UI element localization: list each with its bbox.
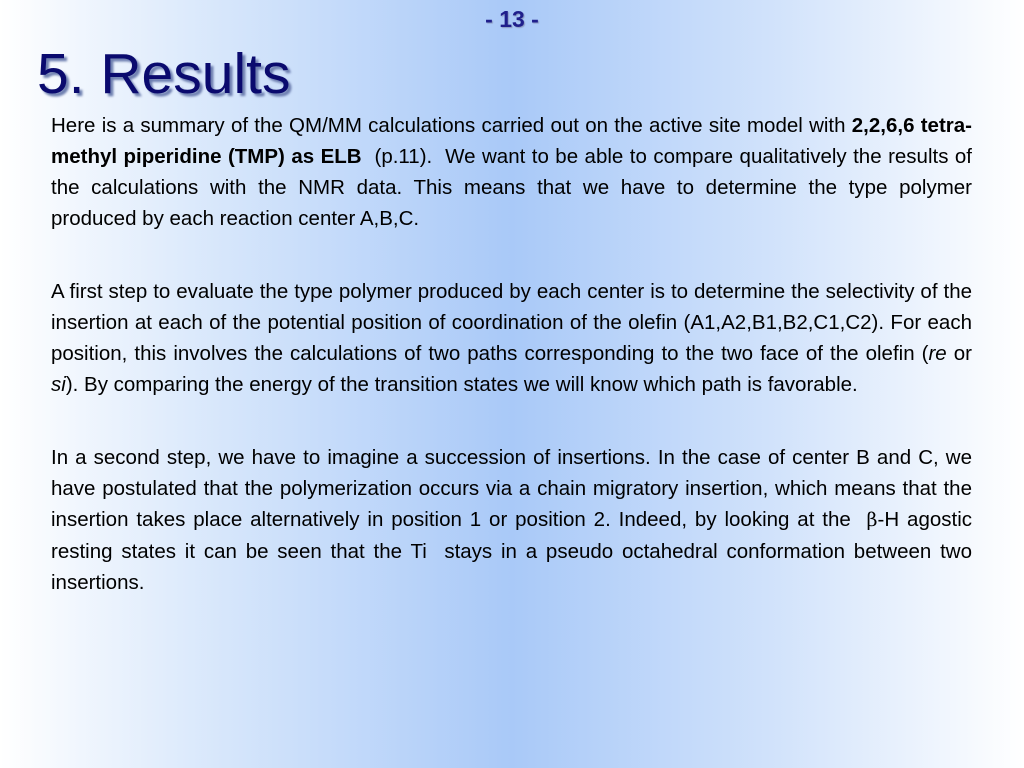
slide-body [51,110,972,640]
paragraph-first-step-text-2: or [946,342,972,365]
paragraph-second-step [51,442,972,598]
paragraph-summary-text-1: Here is a summary of the QM/MM calculations carried out on the active site model with [51,114,852,137]
re-face-italic: re [928,342,947,365]
paragraph-first-step-text-3: ). By comparing the energy of the transition states we will know which path is favorable. [65,373,858,396]
si-face-italic: si [51,373,66,396]
page-number: - 13 - [485,6,539,32]
paragraph-first-step-text-1: A first step to evaluate the type polymer produced by each center is to determine the selectivity of the insertion at each of the potential position of coordination of the olefin (A1,A2,B1,B2,C1,C2). For each position, this involves the calculations of two paths corresponding to the two face of the olefin ( [51,280,972,365]
beta-symbol: β [866,509,878,531]
paragraph-second-step-text-2: -H agostic resting states it can be seen that the Ti stays in a pseudo octahedral conformation between two insertions. [51,508,972,594]
paragraph-second-step-text-1: In a second step, we have to imagine a succession of insertions. In the case of center B and C, we have postulated that the polymerization occurs via a chain migratory insertion, which means that the insertion takes place alternatively in position 1 or position 2. Indeed, by looking at the [51,446,972,531]
slide-title: 5. Results [37,42,291,106]
paragraph-summary-text-2: (p.11). We want to be able to compare qualitatively the results of the calculations with the NMR data. This means that we have to determine the type polymer produced by each reaction center A,B,C. [51,145,972,230]
paragraph-summary [51,110,972,234]
elb-name-bold: 2,2,6,6 tetra-methyl piperidine (TMP) as ELB [51,114,972,168]
paragraph-first-step [51,276,972,400]
